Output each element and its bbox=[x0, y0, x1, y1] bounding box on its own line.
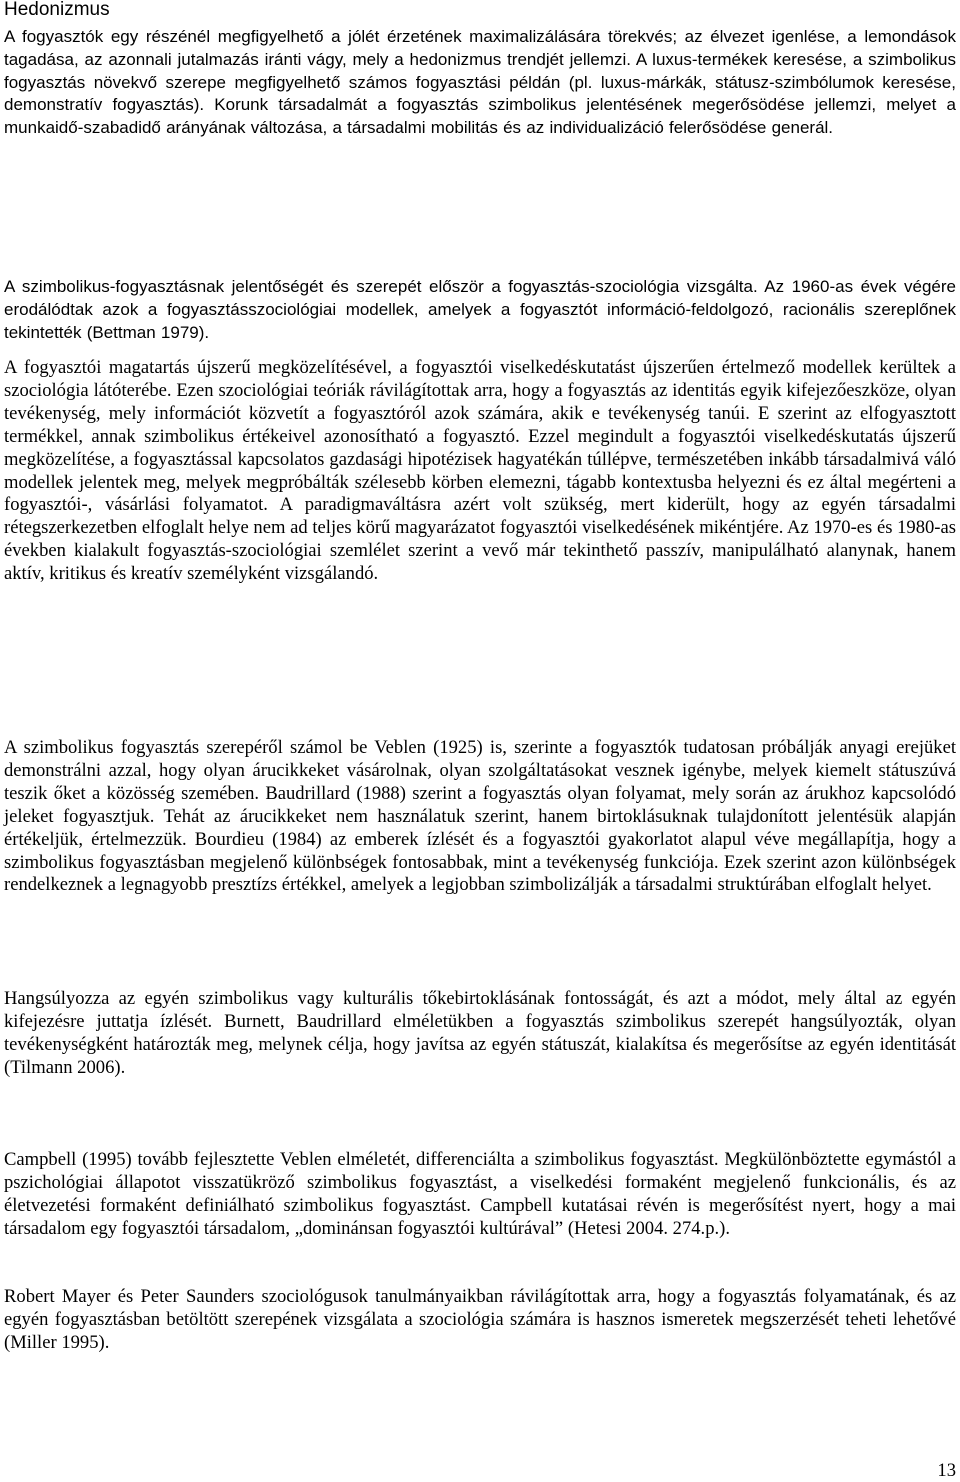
paragraph-symbolic-consumption-sociology: A szimbolikus-fogyasztásnak jelentőségét és szerepét először a fogyasztás-szociológia vizsgálta. Az 1960-as évek végére erodálódtak azok a fogyasztásszociológiai modellek, amelyek a fogyasztót információ-feldolgozó, racionális szereplőnek tekintették (Bettman 1979). bbox=[4, 277, 956, 342]
paragraph-cultural-capital: Hangsúlyozza az egyén szimbolikus vagy kulturális tőkebirtoklásának fontosságát, és azt a módot, mely által az egyén kifejezésre juttatja ízlését. Burnett, Baudrillard elméletükben a fogyasztás szimbolikus szerepét hangsúlyozták, olyan tevékenységként határozták meg, melynek célja, hogy javítsa az egyén státuszát, kialakítsa és megerősítse az egyén identitását (Tilmann 2006). bbox=[4, 988, 956, 1078]
paragraph-campbell: Campbell (1995) tovább fejlesztette Veblen elméletét, differenciálta a szimbolikus fogyasztást. Megkülönböztette egymástól a pszichológiai állapotot visszatükröző szimbolikus fogyasztást, a viselkedési formaként megjelenő funkcionális, és az életvezetési formaként definiálható szimbolikus fogyasztást. Campbell kutatásai révén is megerősítést nyert, hogy a mai társadalom egy fogyasztói társadalom, „dominánsan fogyasztói kultúrával” (Hetesi 2004. 274.p.). bbox=[4, 1149, 956, 1239]
document-page bbox=[4, 0, 956, 1482]
page-number: 13 bbox=[937, 1460, 956, 1481]
paragraph-hedonism-intro: A fogyasztók egy részénél megfigyelhető a jólét érzetének maximalizálására törekvés; az élvezet igenlése, a lemondások tagadása, az azonnali jutalmazás iránti vágy, mely a hedonizmus trendjét jellemzi. A luxus-termékek keresése, a szimbolikus fogyasztás növekvő szerepe megfigyelhető számos fogyasztási példán (pl. luxus-márkák, státusz-szimbólumok keresése, demonstratív fogyasztás). Korunk társadalmát a fogyasztás szimbolikus jelentésének megerősödése jellemzi, melyet a munkaidő-szabadidő arányának változása, a társadalmi mobilitás és az individualizáció felerősödése generál. bbox=[4, 27, 956, 137]
page-heading: Hedonizmus bbox=[4, 0, 110, 20]
paragraph-veblen-baudrillard-bourdieu: A szimbolikus fogyasztás szerepéről számol be Veblen (1925) is, szerinte a fogyasztók tudatosan próbálják anyagi erejüket demonstrálni azzal, hogy olyan árucikkeket vásárolnak, olyan szolgáltatásokat vesznek igénybe, melyek kiemelt státuszúvá teszik őket a közösség szemében. Baudrillard (1988) szerint a fogyasztás olyan folyamat, mely során az árukhoz kapcsolódó jeleket fogyasztjuk. Tehát az árucikkeket nem használatuk szerint, hanem birtoklásuknak tulajdonított jelentésük alapján értékeljük, értelmezzük. Bourdieu (1984) az emberek ízlését és a fogyasztói gyakorlatot alapul véve megállapítja, hogy a szimbolikus fogyasztásban megjelenő különbségek fontosabbak, mint a tevékenység funkciója. Ezek szerint azon különbségek rendelkeznek a legnagyobb presztízs értékkel, amelyek a legjobban szimbolizálják a társadalmi struktúrában elfoglalt helyet. bbox=[4, 737, 956, 896]
paragraph-mayer-saunders: Robert Mayer és Peter Saunders szociológusok tanulmányaikban rávilágítottak arra, hogy a fogyasztás folyamatának, és az egyén fogyasztásban betöltött szerepének vizsgálata a szociológia számára is hasznos ismeretek megszerzését teheti lehetővé (Miller 1995). bbox=[4, 1286, 956, 1353]
paragraph-consumer-behaviour-models: A fogyasztói magatartás újszerű megközelítésével, a fogyasztói viselkedéskutatást újszerűen értelmező modellek kerültek a szociológia látóterébe. Ezen szociológiai teóriák rávilágítottak arra, hogy a fogyasztás az identitás egyik kifejezőeszköze, olyan tevékenység, mely információt közvetít a fogyasztóról azok számára, akik e tevékenység tanúi. E szerint az elfogyasztott termékkel, annak szimbolikus értékeivel azonosítható a fogyasztó. Ezzel megindult a fogyasztói viselkedéskutatás újszerű megközelítése, a fogyasztással kapcsolatos gazdasági hipotézisek hagyatékán túllépve, természetében inkább társadalmivá váló modellek jelentek meg, melyek megpróbálták szélesebb körben elemezni, tágabb kontextusba helyezni és ez által megérteni a fogyasztói-, vásárlási folyamatot. A paradigmaváltásra azért volt szükség, mert kiderült, hogy az egyén társadalmi rétegszerkezetben elfoglalt helye nem ad teljes körű magyarázatot fogyasztói viselkedésének mikéntjére. Az 1970-es és 1980-as években kialakult fogyasztás-szociológiai szemlélet szerint a vevő már tekinthető passzív, manipulálható alanynak, hanem aktív, kritikus és kreatív személyként vizsgálandó. bbox=[4, 357, 956, 585]
